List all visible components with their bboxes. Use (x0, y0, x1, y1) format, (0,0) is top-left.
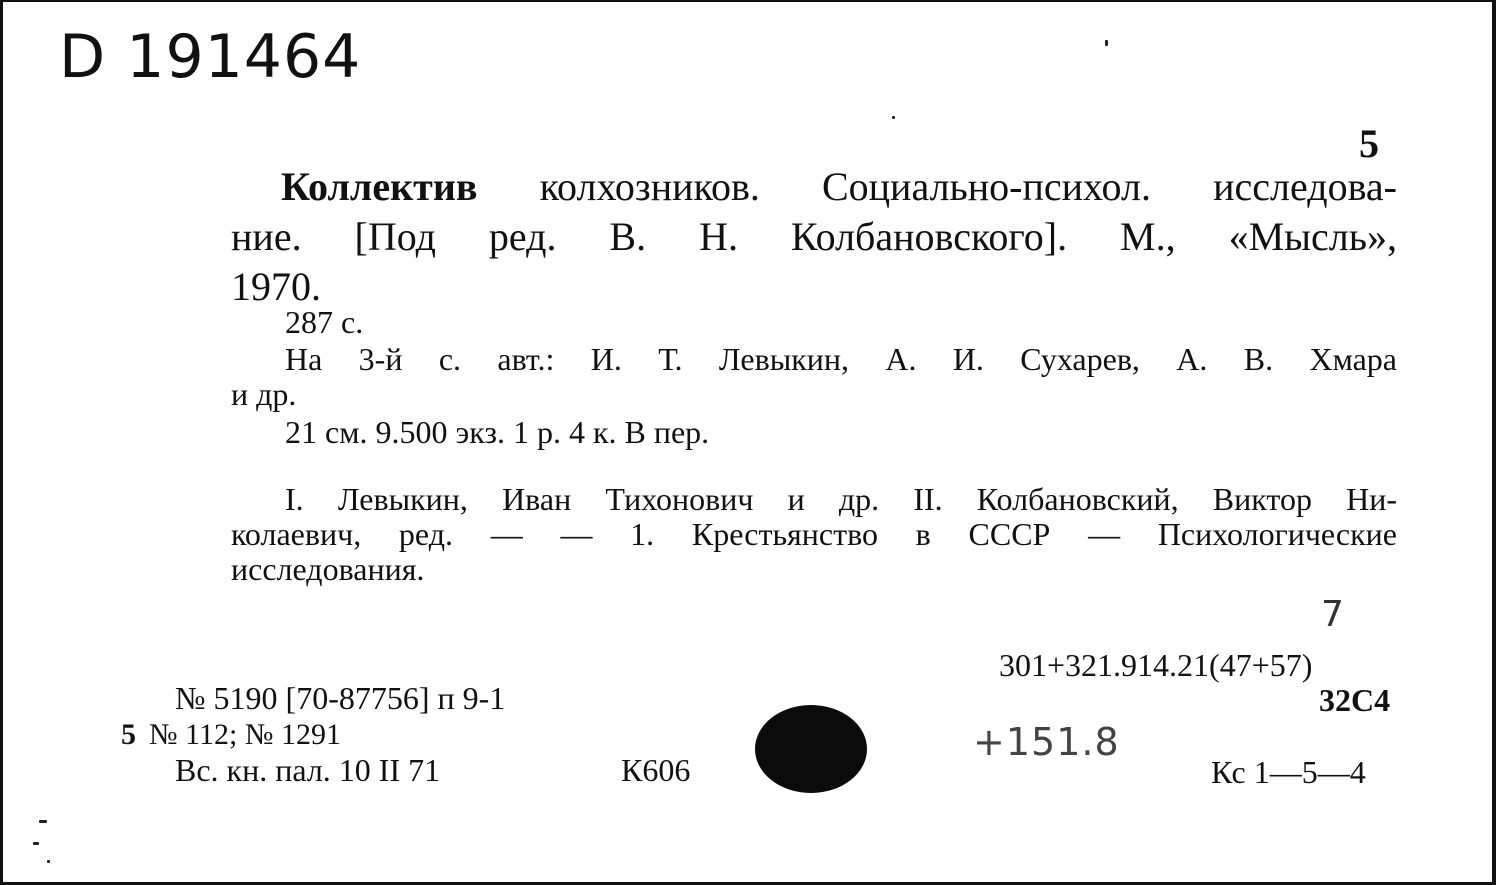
handwritten-mark-top: 7 (1321, 594, 1345, 635)
speck (892, 116, 895, 119)
tracing-line-2: колаевич, ред. — — 1. Крестьянство в СССР — Психологические (231, 516, 1397, 552)
handwritten-number-bottom: +151.8 (973, 720, 1120, 764)
title-line-1-rest: колхозников. Социально-психол. исследова- (477, 164, 1397, 209)
classification-index: 301+321.914.21(47+57) (999, 647, 1313, 683)
speck (39, 820, 47, 823)
title-line-1 (231, 162, 1397, 212)
speck (47, 860, 50, 863)
handwritten-catalog-id: D 191464 (59, 22, 362, 92)
tracings (231, 482, 1397, 587)
title-description (231, 162, 1397, 312)
authors-line-1: На 3-й с. авт.: И. Т. Левыкин, А. И. Сухарев, А. В. Хмара (285, 341, 1397, 377)
title-line-3: 1970. (231, 264, 321, 309)
authors-line-2: и др. (231, 376, 297, 412)
tracing-line-3: исследования. (231, 551, 425, 587)
pages: 287 с. (285, 304, 364, 340)
shelf-code: 32С4 (1319, 682, 1391, 718)
speck (33, 842, 39, 845)
ks-code: Кс 1—5—4 (1211, 754, 1366, 790)
title-line-2: ние. [Под ред. В. Н. Колбановского]. М., «Мысль», (231, 214, 1397, 259)
ink-blot (755, 705, 867, 793)
record-line-3: Вс. кн. пал. 10 II 71 (175, 752, 441, 788)
speck (1105, 40, 1108, 46)
tracing-line-1: I. Левыкин, Иван Тихонович и др. II. Колбановский, Виктор Ни- (285, 481, 1397, 517)
authors-note (231, 342, 1397, 412)
physical-description: 21 см. 9.500 экз. 1 р. 4 к. В пер. (285, 414, 710, 450)
card-number: 5 (1359, 121, 1379, 166)
title-bold: Коллектив (281, 164, 478, 209)
record-line-1: № 5190 [70-87756] п 9-1 (175, 680, 506, 716)
record-line-2-prefix: 5 (121, 718, 136, 751)
record-code: К606 (621, 752, 691, 788)
record-line-2: № 112; № 1291 (149, 718, 341, 751)
